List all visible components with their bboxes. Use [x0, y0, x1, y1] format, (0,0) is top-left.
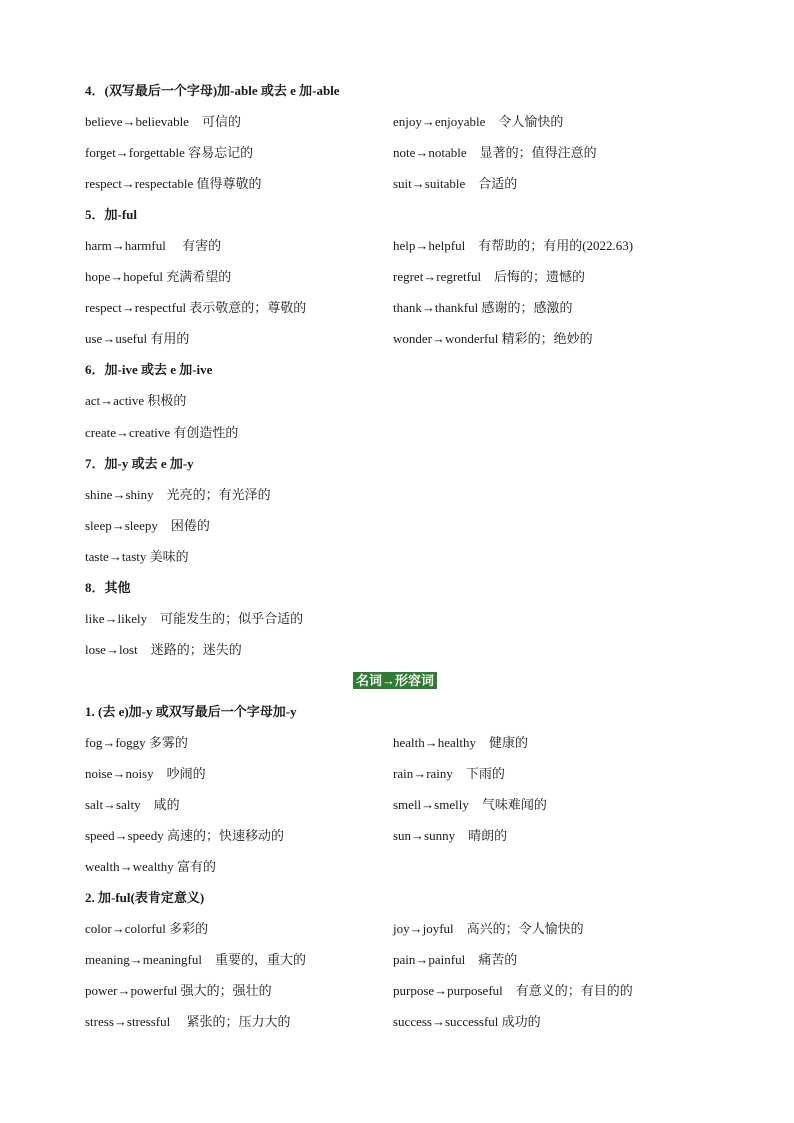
word-row — [85, 142, 705, 173]
word-entry: fog→foggy 多雾的 — [85, 734, 188, 750]
heading-4: 4．(双写最后一个字母)加-able 或去 e 加-able — [85, 83, 340, 98]
word-entry: speed→speedy 高速的；快速移动的 — [85, 828, 284, 844]
heading-5: 5．加-ful — [85, 207, 138, 223]
word-entry: use→useful 有用的 — [85, 331, 190, 347]
word-row — [85, 266, 705, 297]
heading-8: 8．其他 — [85, 579, 131, 595]
word-entry: smell→smelly 气味难闻的 — [393, 797, 547, 813]
heading-b2: 2. 加-ful(表肯定意义) — [85, 890, 205, 906]
section-title-label: 名词→形容词 — [353, 672, 437, 689]
heading-b1: 1. (去 e)加-y 或双写最后一个字母加-y — [85, 703, 297, 719]
word-row — [85, 297, 705, 328]
word-entry: note→notable 显著的；值得注意的 — [393, 145, 597, 161]
word-entry: shine→shiny 光亮的；有光泽的 — [85, 486, 271, 502]
word-entry: lose→lost 迷路的；迷失的 — [85, 641, 242, 657]
word-row — [85, 980, 705, 1011]
word-entry: pain→painful 痛苦的 — [393, 952, 518, 968]
document-content — [85, 80, 705, 1042]
word-entry: thank→thankful 感谢的；感激的 — [393, 300, 573, 316]
word-entry: health→healthy 健康的 — [393, 734, 529, 750]
word-entry: hope→hopeful 充满希望的 — [85, 269, 232, 285]
heading-7: 7．加-y 或去 e 加-y — [85, 455, 194, 471]
word-entry: color→colorful 多彩的 — [85, 921, 209, 937]
word-entry: purpose→purposeful 有意义的；有目的的 — [393, 983, 633, 999]
word-row — [85, 949, 705, 980]
word-entry: like→likely 可能发生的；似乎合适的 — [85, 610, 304, 626]
word-entry: believe→believable 可信的 — [85, 114, 241, 130]
word-entry: taste→tasty 美味的 — [85, 548, 189, 564]
word-entry: power→powerful 强大的；强壮的 — [85, 983, 272, 999]
word-entry: joy→joyful 高兴的；令人愉快的 — [393, 921, 584, 937]
word-entry: respect→respectable 值得尊敬的 — [85, 176, 262, 192]
word-entry: act→active 积极的 — [85, 393, 187, 409]
heading-6: 6．加-ive 或去 e 加-ive — [85, 362, 213, 378]
word-entry: forget→forgettable 容易忘记的 — [85, 145, 254, 161]
word-row — [85, 328, 705, 359]
section-title — [85, 670, 705, 701]
word-entry: wonder→wonderful 精彩的；绝妙的 — [393, 331, 593, 347]
word-row — [85, 732, 705, 763]
word-entry: harm→harmful 有害的 — [85, 238, 222, 254]
word-row — [85, 763, 705, 794]
word-row — [85, 111, 705, 142]
word-row — [85, 918, 705, 949]
word-entry: noise→noisy 吵闹的 — [85, 766, 206, 782]
word-row — [85, 235, 705, 266]
word-entry: regret→regretful 后悔的；遗憾的 — [393, 269, 586, 285]
word-entry: rain→rainy 下雨的 — [393, 766, 505, 782]
word-row — [85, 173, 705, 204]
word-entry: meaning→meaningful 重要的，重大的 — [85, 952, 306, 968]
word-row — [85, 1011, 705, 1042]
word-row — [85, 825, 705, 856]
word-entry: stress→stressful 紧张的；压力大的 — [85, 1014, 291, 1030]
word-entry: sun→sunny 晴朗的 — [393, 828, 508, 844]
word-entry: sleep→sleepy 困倦的 — [85, 517, 210, 533]
word-entry: suit→suitable 合适的 — [393, 176, 518, 192]
word-row — [85, 794, 705, 825]
word-entry: salt→salty 咸的 — [85, 797, 180, 813]
word-entry: create→creative 有创造性的 — [85, 424, 239, 440]
word-entry: respect→respectful 表示敬意的；尊敬的 — [85, 300, 307, 316]
word-entry: wealth→wealthy 富有的 — [85, 859, 217, 875]
word-entry: help→helpful 有帮助的；有用的(2022.63) — [393, 238, 634, 254]
word-entry: success→successful 成功的 — [393, 1014, 541, 1030]
word-entry: enjoy→enjoyable 令人愉快的 — [393, 114, 564, 130]
